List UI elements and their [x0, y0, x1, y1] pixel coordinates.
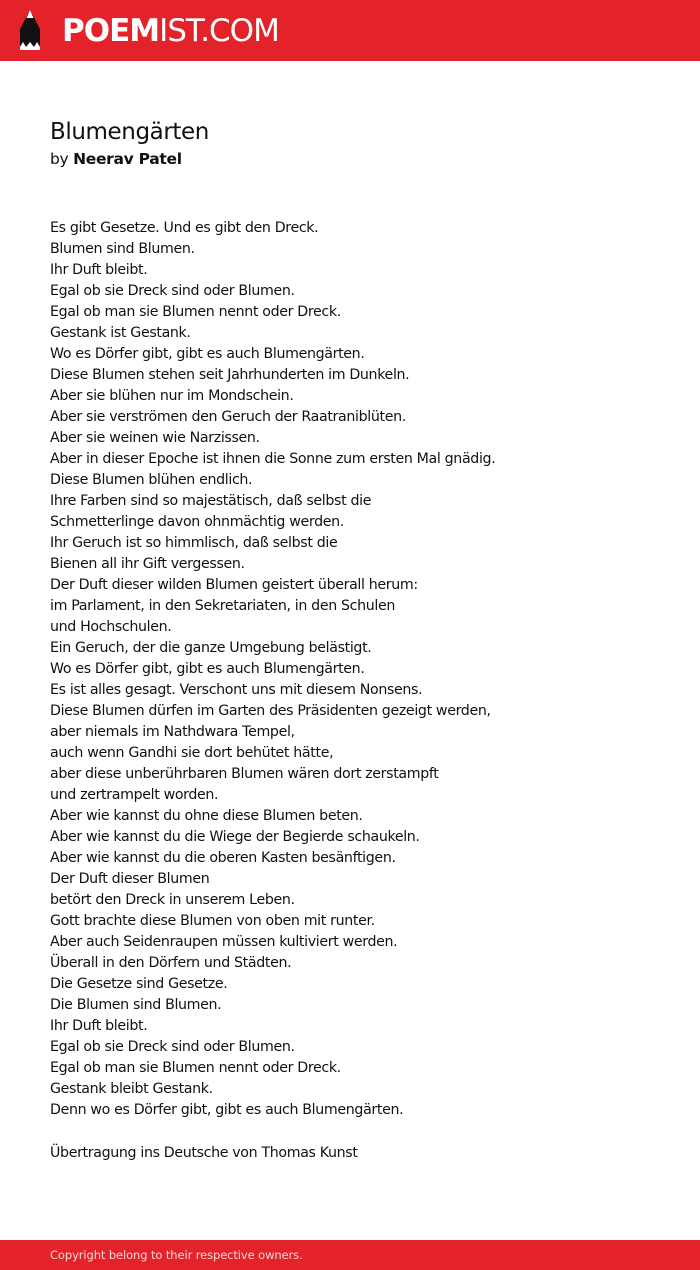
- translator-note: Übertragung ins Deutsche von Thomas Kunst: [50, 1145, 358, 1161]
- poem-line: Die Gesetze sind Gesetze.: [50, 976, 228, 992]
- poem-line: Gestank bleibt Gestank.: [50, 1081, 213, 1097]
- poem-line: Ihr Duft bleibt.: [50, 1018, 148, 1034]
- copyright-text: Copyright belong to their respective owners.: [50, 1248, 303, 1262]
- logo-bold-text: POEM: [62, 13, 160, 49]
- poem-line: Die Blumen sind Blumen.: [50, 997, 222, 1013]
- poem-line: aber niemals im Nathdwara Tempel,: [50, 724, 295, 740]
- poem-line: Diese Blumen stehen seit Jahrhunderten im Dunkeln.: [50, 367, 410, 383]
- poem-line: Egal ob sie Dreck sind oder Blumen.: [50, 1039, 295, 1055]
- poem-line: Aber sie weinen wie Narzissen.: [50, 430, 260, 446]
- site-header: [0, 0, 700, 61]
- poem-line: Blumen sind Blumen.: [50, 241, 195, 257]
- poem-line: Denn wo es Dörfer gibt, gibt es auch Blumengärten.: [50, 1102, 404, 1118]
- poem-line: betört den Dreck in unserem Leben.: [50, 892, 295, 908]
- author-name: Neerav Patel: [73, 150, 182, 168]
- poem-line: Gestank ist Gestank.: [50, 325, 191, 341]
- poem-line: aber diese unberührbaren Blumen wären dort zerstampft: [50, 766, 439, 782]
- poem-line: Aber wie kannst du die oberen Kasten besänftigen.: [50, 850, 396, 866]
- poem-line: Diese Blumen dürfen im Garten des Präsidenten gezeigt werden,: [50, 703, 491, 719]
- poem-line: Ihr Geruch ist so himmlisch, daß selbst die: [50, 535, 338, 551]
- poem-line: Wo es Dörfer gibt, gibt es auch Blumengärten.: [50, 346, 365, 362]
- poem-line: Gott brachte diese Blumen von oben mit runter.: [50, 913, 375, 929]
- poem-line: Bienen all ihr Gift vergessen.: [50, 556, 245, 572]
- poem-line: Überall in den Dörfern und Städten.: [50, 955, 292, 971]
- poem-line: Aber auch Seidenraupen müssen kultiviert werden.: [50, 934, 398, 950]
- poem-line: auch wenn Gandhi sie dort behütet hätte,: [50, 745, 334, 761]
- poem-line: Diese Blumen blühen endlich.: [50, 472, 253, 488]
- poem-body: [50, 218, 650, 1121]
- poem-line: Aber sie verströmen den Geruch der Raatraniblüten.: [50, 409, 406, 425]
- poem-line: Egal ob man sie Blumen nennt oder Dreck.: [50, 304, 341, 320]
- poem-line: Es gibt Gesetze. Und es gibt den Dreck.: [50, 220, 319, 236]
- by-prefix: by: [50, 150, 69, 168]
- logo-light-text: IST.COM: [159, 13, 279, 49]
- poem-line: Wo es Dörfer gibt, gibt es auch Blumengärten.: [50, 661, 365, 677]
- poem-line: Der Duft dieser Blumen: [50, 871, 210, 887]
- poem-line: Aber wie kannst du die Wiege der Begierde schaukeln.: [50, 829, 420, 845]
- site-footer: [0, 1240, 700, 1270]
- poem-line: Ein Geruch, der die ganze Umgebung belästigt.: [50, 640, 372, 656]
- poem-line: Ihre Farben sind so majestätisch, daß selbst die: [50, 493, 372, 509]
- poem-line: und zertrampelt worden.: [50, 787, 219, 803]
- poem-line: Aber sie blühen nur im Mondschein.: [50, 388, 294, 404]
- poem-line: Ihr Duft bleibt.: [50, 262, 148, 278]
- poem-line: und Hochschulen.: [50, 619, 172, 635]
- site-logo[interactable]: [62, 11, 279, 51]
- poem-line: Es ist alles gesagt. Verschont uns mit diesem Nonsens.: [50, 682, 423, 698]
- poem-line: Aber in dieser Epoche ist ihnen die Sonne zum ersten Mal gnädig.: [50, 451, 496, 467]
- poem-line: Egal ob man sie Blumen nennt oder Dreck.: [50, 1060, 341, 1076]
- poem-line: im Parlament, in den Sekretariaten, in den Schulen: [50, 598, 396, 614]
- poem-title: Blumengärten: [50, 119, 209, 145]
- byline: [50, 148, 182, 170]
- poem-line: Egal ob sie Dreck sind oder Blumen.: [50, 283, 295, 299]
- poem-line: Schmetterlinge davon ohnmächtig werden.: [50, 514, 344, 530]
- poem-line: Der Duft dieser wilden Blumen geistert überall herum:: [50, 577, 418, 593]
- poem-line: Aber wie kannst du ohne diese Blumen beten.: [50, 808, 363, 824]
- pencil-tip-icon[interactable]: [17, 9, 43, 51]
